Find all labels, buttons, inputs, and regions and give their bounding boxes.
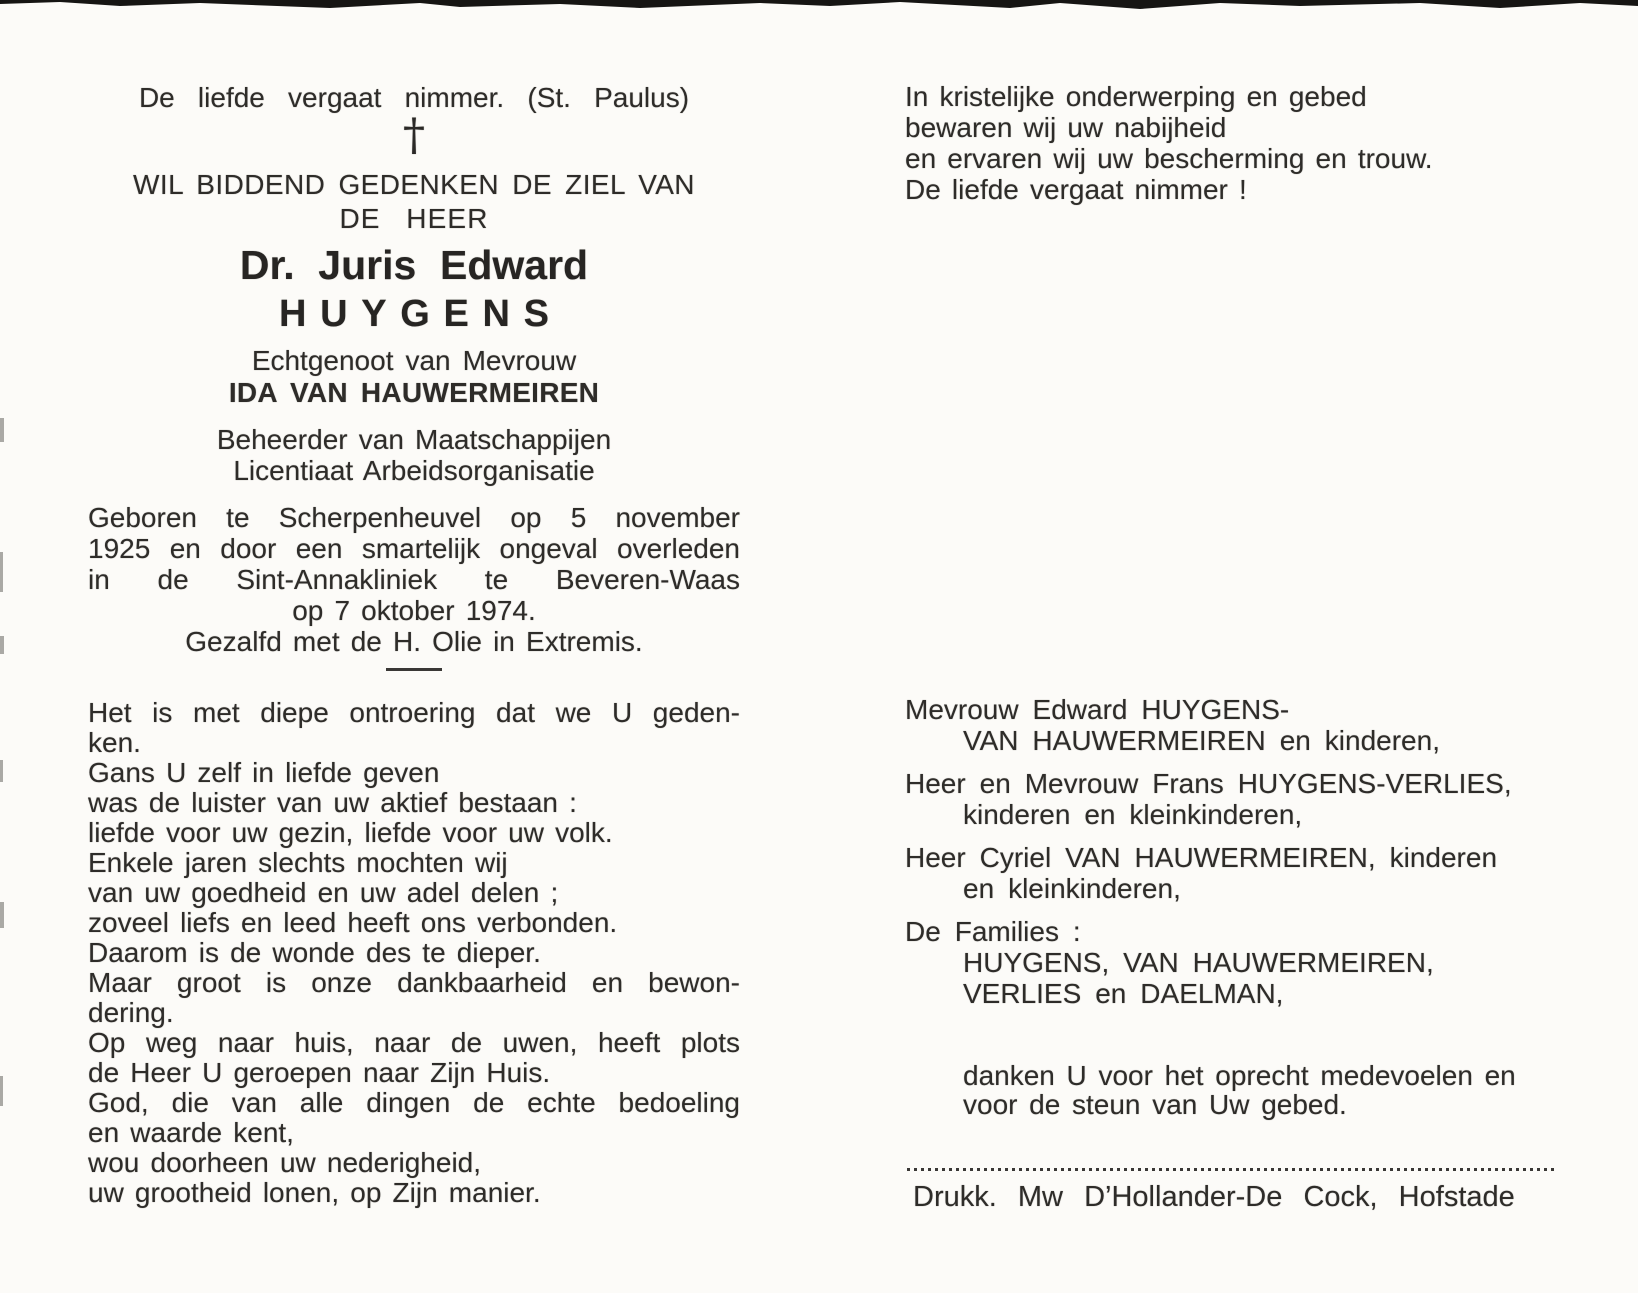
- poem-line: was de luister van uw aktief bestaan :: [88, 787, 577, 818]
- scan-artifact-edge-mark: [0, 636, 4, 654]
- divider-dash: [386, 668, 442, 671]
- deceased-name-line1: Dr. Juris Edward: [239, 242, 589, 288]
- spouse-name: IDA VAN HAUWERMEIREN: [228, 377, 600, 408]
- biography: [88, 502, 740, 657]
- intro-line: DE HEER: [339, 203, 489, 234]
- prayer-line: bewaren wij uw nabijheid: [905, 112, 1227, 143]
- poem-line: ken.: [88, 727, 141, 758]
- family-line: De Families :: [905, 916, 1081, 947]
- scan-artifact-top-bar: [0, 0, 1638, 12]
- cross-icon: †: [403, 110, 425, 161]
- family-line: VERLIES en DAELMAN,: [963, 978, 1284, 1009]
- family-line: HUYGENS, VAN HAUWERMEIREN,: [963, 947, 1434, 978]
- family-line: Heer en Mevrouw Frans HUYGENS-VERLIES,: [905, 768, 1512, 799]
- poem-line: Gans U zelf in liefde geven: [88, 757, 440, 788]
- family-line: VAN HAUWERMEIREN en kinderen,: [963, 725, 1440, 756]
- poem-line: Het is met diepe ontroering dat we U geden-: [88, 697, 740, 728]
- deceased-name-line2: HUYGENS: [278, 293, 563, 335]
- prayer-line: en ervaren wij uw bescherming en trouw.: [905, 143, 1433, 174]
- family-list: [905, 694, 1565, 1009]
- family-line: kinderen en kleinkinderen,: [963, 799, 1303, 830]
- bio-line: op 7 oktober 1974.: [292, 595, 536, 626]
- scripture-quote: De liefde vergaat nimmer. (St. Paulus): [138, 82, 690, 113]
- family-line: Heer Cyriel VAN HAUWERMEIREN, kinderen: [905, 842, 1498, 873]
- scan-artifact-edge-mark: [0, 902, 4, 928]
- poem-line: van uw goedheid en uw adel delen ;: [88, 877, 559, 908]
- poem-line: Enkele jaren slechts mochten wij: [88, 847, 508, 878]
- family-line: en kleinkinderen,: [963, 873, 1181, 904]
- left-page: [88, 70, 740, 1208]
- poem-line: uw grootheid lonen, op Zijn manier.: [88, 1177, 541, 1208]
- thanks-text: [905, 1061, 1565, 1119]
- printer-credit: Drukk. Mw D’Hollander-De Cock, Hofstade: [913, 1181, 1515, 1213]
- poem-line: liefde voor uw gezin, liefde voor uw volk.: [88, 817, 613, 848]
- prayer-line: In kristelijke onderwerping en gebed: [905, 81, 1367, 112]
- dotted-divider: [907, 1168, 1558, 1171]
- poem-line: Maar groot is onze dankbaarheid en bewon-: [88, 967, 740, 998]
- prayer-line: De liefde vergaat nimmer !: [905, 174, 1247, 205]
- intro-line: WIL BIDDEND GEDENKEN DE ZIEL VAN: [133, 169, 695, 200]
- bio-line: in de Sint-Annakliniek te Beveren-Waas: [88, 564, 740, 595]
- memorial-poem: [88, 698, 740, 1208]
- bio-line: Geboren te Scherpenheuvel op 5 november: [88, 502, 740, 533]
- bio-line: Gezalfd met de H. Olie in Extremis.: [185, 626, 643, 657]
- poem-line: de Heer U geroepen naar Zijn Huis.: [88, 1057, 551, 1088]
- bio-line: 1925 en door een smartelijk ongeval overleden: [88, 533, 740, 564]
- spouse-label: Echtgenoot van Mevrouw: [251, 345, 577, 376]
- scan-artifact-edge-mark: [0, 1076, 3, 1106]
- profession-line: Beheerder van Maatschappijen: [216, 424, 612, 455]
- scan-artifact-edge-mark: [0, 418, 4, 442]
- scan-artifact-edge-mark: [0, 760, 3, 782]
- poem-line: God, die van alle dingen de echte bedoeling: [88, 1087, 740, 1118]
- family-line: Mevrouw Edward HUYGENS-: [905, 694, 1290, 725]
- prayer-text: [905, 81, 1565, 205]
- poem-line: Op weg naar huis, naar de uwen, heeft plots: [88, 1027, 740, 1058]
- poem-line: dering.: [88, 997, 174, 1028]
- poem-line: wou doorheen uw nederigheid,: [88, 1147, 482, 1178]
- thanks-line: voor de steun van Uw gebed.: [963, 1089, 1347, 1120]
- right-page: [905, 70, 1565, 1270]
- scan-artifact-edge-mark: [0, 552, 3, 592]
- profession-line: Licentiaat Arbeidsorganisatie: [233, 455, 595, 486]
- thanks-line: danken U voor het oprecht medevoelen en: [963, 1060, 1516, 1091]
- poem-line: en waarde kent,: [88, 1117, 294, 1148]
- poem-line: Daarom is de wonde des te dieper.: [88, 937, 541, 968]
- poem-line: zoveel liefs en leed heeft ons verbonden.: [88, 907, 618, 938]
